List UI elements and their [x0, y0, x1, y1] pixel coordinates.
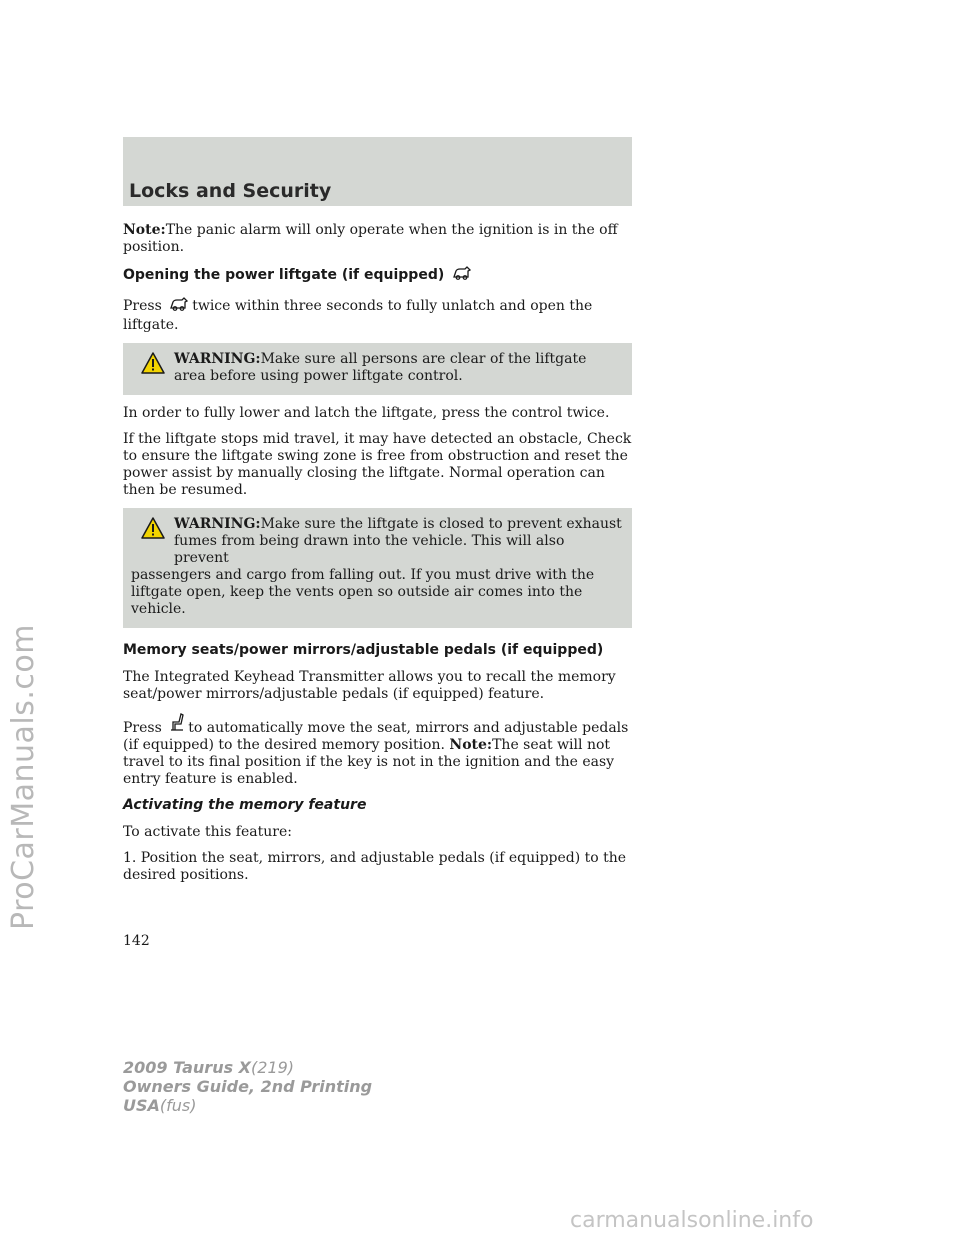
- liftgate-heading: [123, 265, 632, 286]
- footer-model: 2009 Taurus X: [123, 1058, 252, 1077]
- liftgate-press-instruction: [123, 296, 632, 334]
- warning-box-liftgate-area: [123, 343, 632, 395]
- memory-press-instruction: [123, 712, 632, 788]
- activate-step-1: 1. Position the seat, mirrors, and adjustable pedals (if equipped) to the desired positions.: [123, 850, 627, 883]
- page-number: 142: [123, 933, 150, 949]
- note-label: Note:: [123, 222, 166, 238]
- bottom-watermark: carmanualsonline.info: [570, 1208, 814, 1233]
- footer-region: USA: [123, 1096, 160, 1115]
- note-text: The seat will not travel to its final position if the key is not in the ignition and the easy entry feature is enabled.: [123, 737, 615, 787]
- activate-intro: To activate this feature:: [123, 824, 292, 840]
- lower-liftgate-paragraph: In order to fully lower and latch the liftgate, press the control twice.: [123, 405, 610, 421]
- warning-triangle-icon: [141, 352, 165, 379]
- press-text: twice within three seconds to fully unlatch and open the liftgate.: [123, 298, 593, 333]
- press-prefix: Press: [123, 298, 167, 314]
- section-title: Locks and Security: [129, 180, 332, 202]
- warning-text: Make sure all persons are clear of the liftgate area before using power liftgate control.: [174, 351, 587, 384]
- memory-intro-paragraph: The Integrated Keyhead Transmitter allows you to recall the memory seat/power mirrors/adjustable pedals (if equipped) feature.: [123, 669, 616, 702]
- footer-guide: Owners Guide, 2nd Printing: [123, 1077, 373, 1096]
- press-text: to automatically move the seat, mirrors and adjustable pedals (if equipped) to the desired memory position.: [123, 720, 629, 753]
- warning-triangle-icon: [141, 517, 165, 544]
- footer-model-line: [123, 1058, 372, 1077]
- liftgate-vehicle-icon: [452, 265, 472, 286]
- footer-region-code: (fus): [159, 1096, 197, 1115]
- memory-seat-icon: [169, 712, 185, 737]
- activating-heading: Activating the memory feature: [123, 797, 367, 813]
- warning-text-rest: passengers and cargo from falling out. If you must drive with the liftgate open, keep the vents open so outside air comes into the vehicle.: [131, 567, 595, 617]
- memory-heading: Memory seats/power mirrors/adjustable pedals (if equipped): [123, 642, 604, 658]
- footer-model-code: (219): [251, 1058, 295, 1077]
- section-header: [123, 137, 632, 206]
- warning-text-first: [131, 516, 622, 567]
- page-content: [123, 222, 632, 893]
- liftgate-heading-text: Opening the power liftgate (if equipped): [123, 267, 445, 283]
- warning-text: Make sure the liftgate is closed to prevent exhaust fumes from being drawn into the vehicle. This will also prevent: [174, 516, 622, 566]
- warning-text-block: [131, 351, 622, 385]
- panic-alarm-note: [123, 222, 632, 256]
- note-text: The panic alarm will only operate when the ignition is in the off position.: [123, 222, 618, 255]
- footer-region-line: [123, 1096, 372, 1115]
- note-label: Note:: [449, 737, 493, 753]
- liftgate-vehicle-icon: [169, 296, 189, 317]
- print-footer: [123, 1058, 372, 1115]
- warning-label: WARNING:: [174, 516, 261, 532]
- side-watermark: ProCarManuals.com: [6, 623, 41, 930]
- warning-label: WARNING:: [174, 351, 261, 367]
- warning-box-exhaust: [123, 508, 632, 628]
- press-prefix: Press: [123, 720, 167, 736]
- liftgate-obstacle-paragraph: If the liftgate stops mid travel, it may have detected an obstacle, Check to ensure the liftgate swing zone is free from obstruction and reset the power assist by manually closing the liftgate. Normal operation can then be resumed.: [123, 431, 632, 498]
